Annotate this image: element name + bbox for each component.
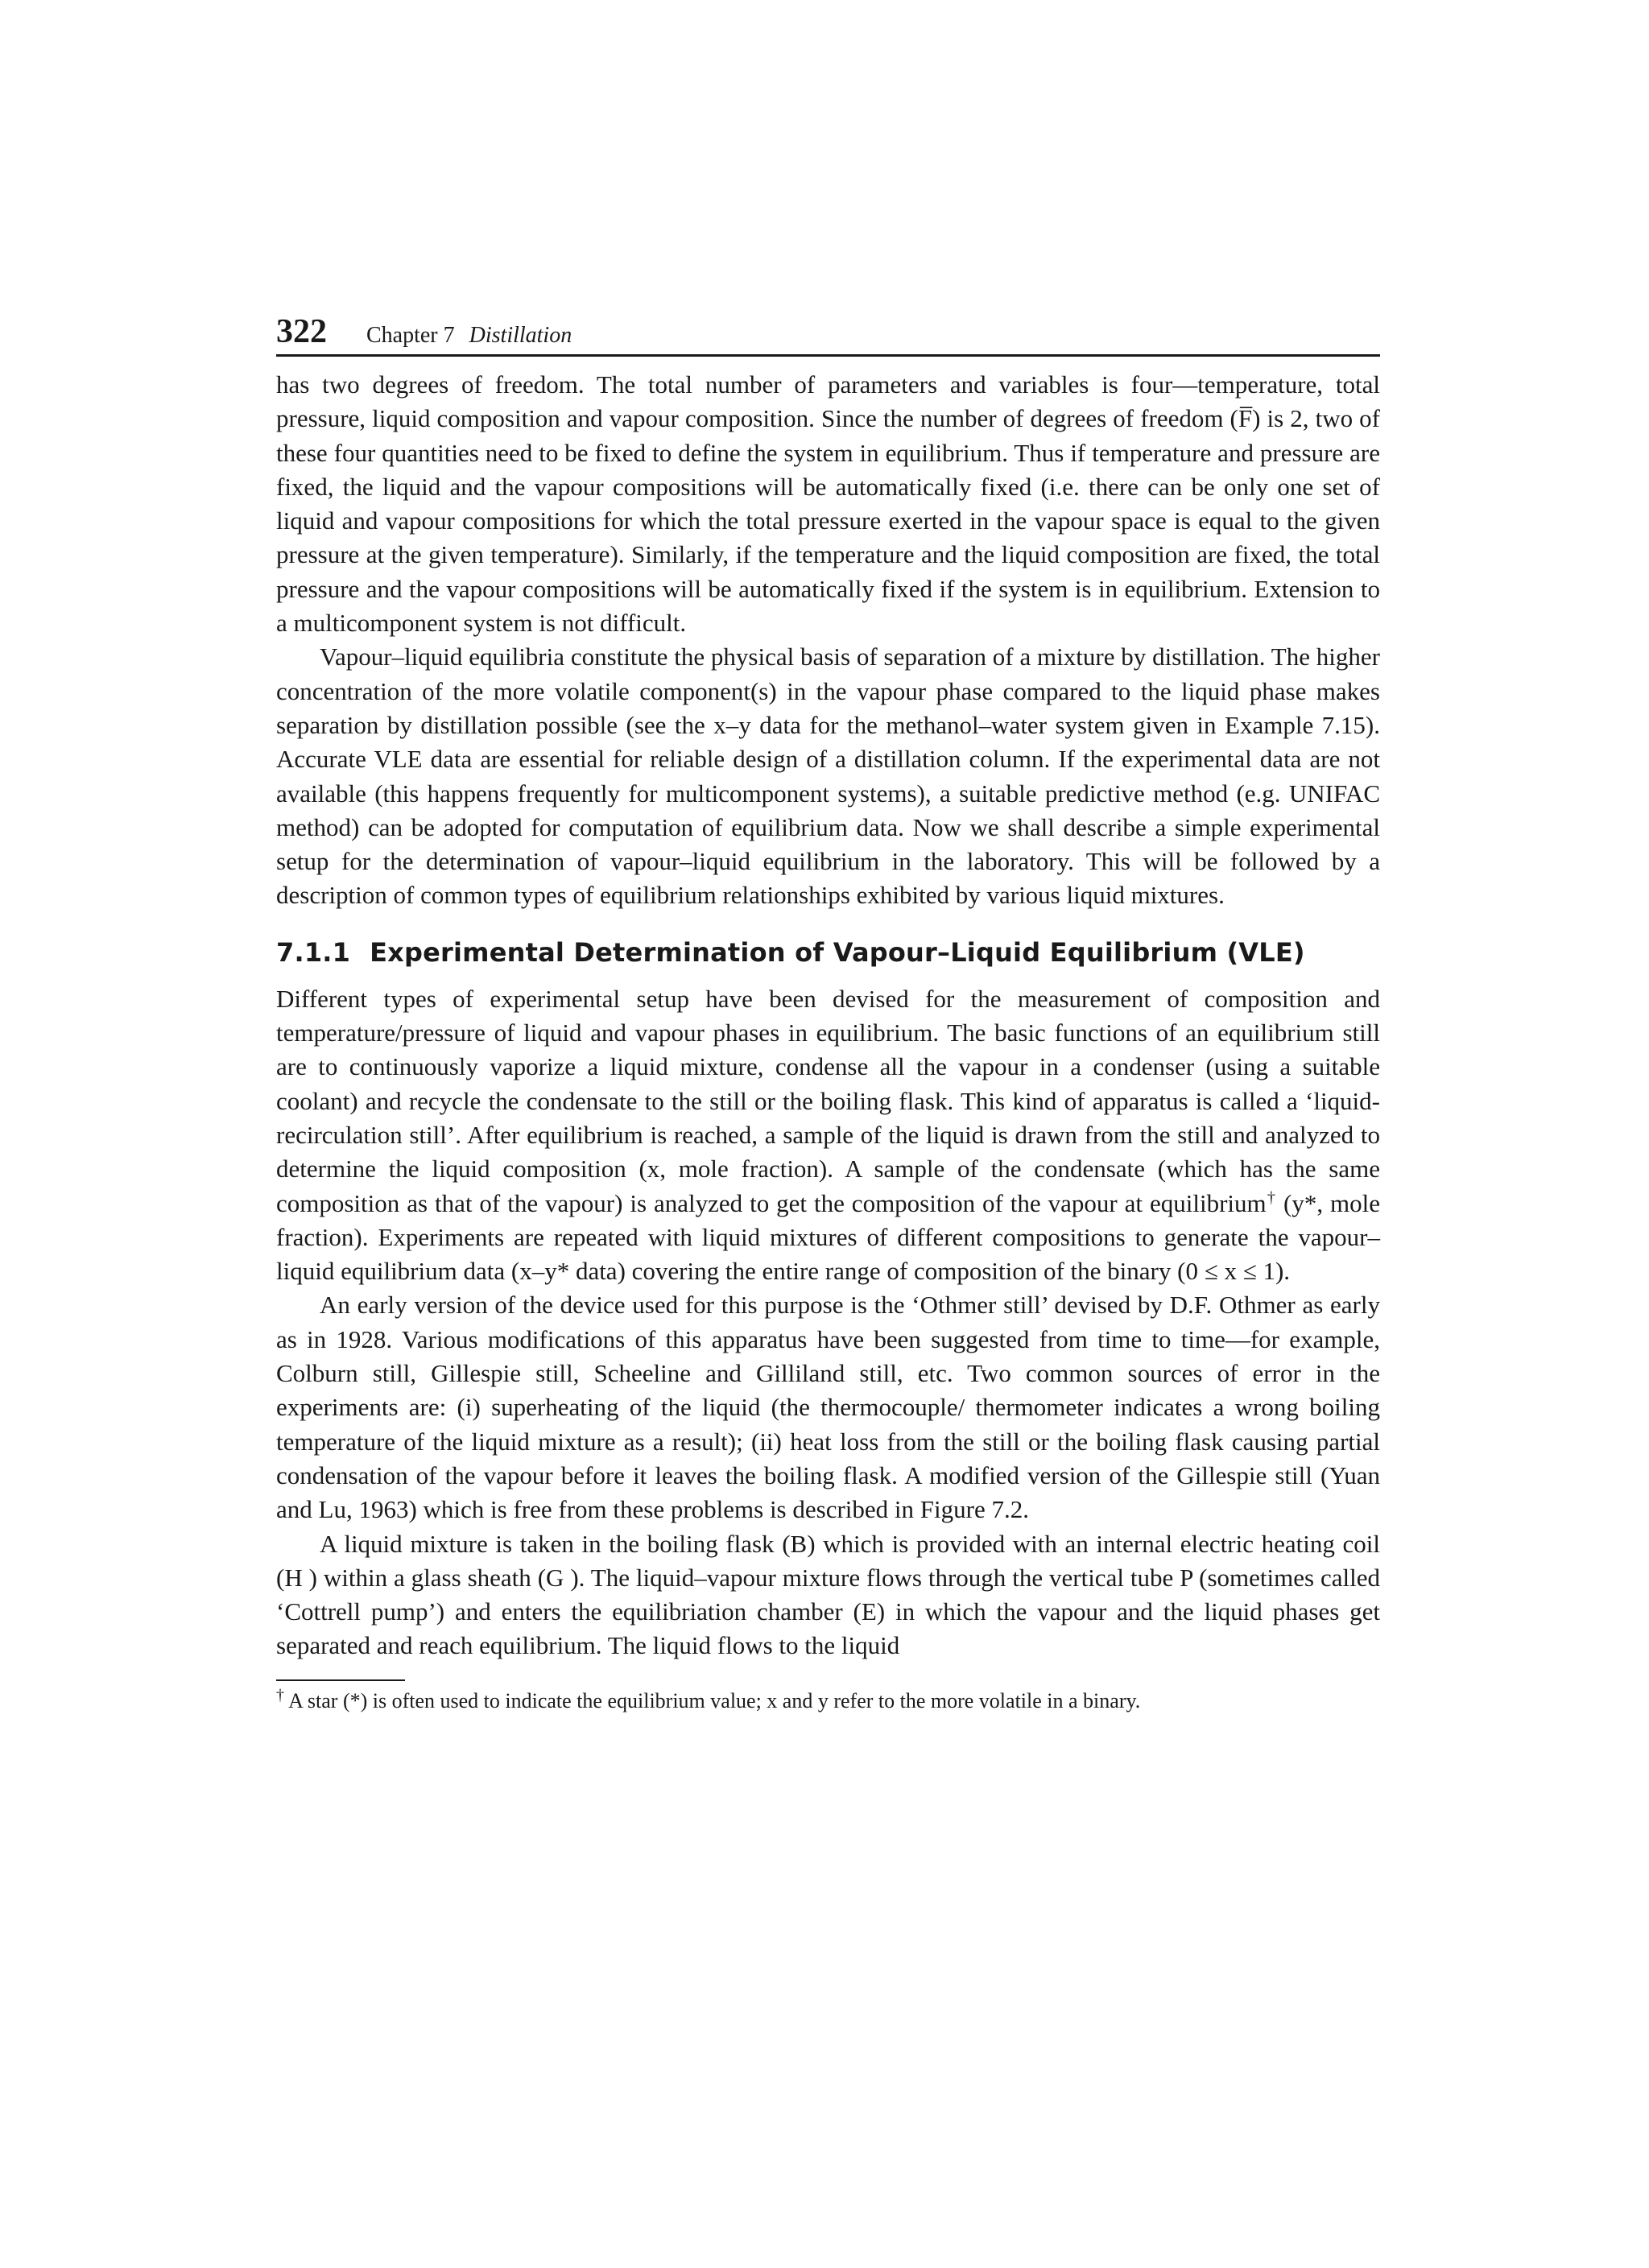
footnote-reference: † [1266, 1188, 1277, 1207]
paragraph-boiling-flask: A liquid mixture is taken in the boiling flask (B) which is provided with an internal electric heating coil (H ) within a glass sheath (G ). The liquid–vapour mixture flows through the vertical tube P (sometimes called ‘Cottrell pump’) and enters the equilibriation chamber (E) in which the vapour and the liquid phases get separated and reach equilibrium. The liquid flows to the liquid [276, 1529, 1380, 1660]
page-number: 322 [276, 313, 327, 350]
footnote-rule [276, 1679, 405, 1681]
paragraph-othmer-still: An early version of the device used for this purpose is the ‘Othmer still’ devised by D.F. Othmer as early as in 1928. Various modifications of this apparatus have been suggested from time to time—for example, Colburn still, Gillespie still, Scheeline and Gilliland still, etc. Two common sources of error in the experiments are: (i) superheating of the liquid (the thermocouple/ thermometer indicates a wrong boiling temperature of the liquid mixture as a result); (ii) heat loss from the still or the boiling flask causing partial condensation of the vapour before it leaves the boiling flask. A modified version of the Gillespie still (Yuan and Lu, 1963) which is free from these problems is described in Figure 7.2. [276, 1291, 1380, 1524]
running-header [276, 312, 1380, 354]
paragraph-degrees-of-freedom: has two degrees of freedom. The total number of parameters and variables is four—temperature, total pressure, liquid composition and vapour composition. Since the number of degrees of freedom (F̅) is 2, two of these four quantities need to be fixed to define the system in equilibrium. Thus if temperature and pressure are fixed, the liquid and the vapour compositions will be automatically fixed (i.e. there can be only one set of liquid and vapour compositions for which the total pressure exerted in the vapour space is equal to the given pressure at the given temperature). Similarly, if the temperature and the liquid composition are fixed, the total pressure and the vapour compositions will be automatically fixed if the system is in equilibrium. Extension to a multicomponent system is not difficult. [276, 370, 1380, 638]
footnote-mark: † [276, 1686, 284, 1704]
header-rule [276, 354, 1380, 357]
paragraph-experimental-setup [276, 982, 1380, 1289]
paragraph-text: Different types of experimental setup have been devised for the measurement of composition and temperature/pressure of liquid and vapour phases in equilibrium. The basic functions of an equilibrium still are to continuously vaporize a liquid mixture, condense all the vapour in a condenser (using a suitable coolant) and recycle the condensate to the still or the boiling flask. This kind of apparatus is called a ‘liquid-recirculation still’. After equilibrium is reached, a sample of the liquid is drawn from the still and analyzed to determine the liquid composition (x, mole fraction). A sample of the condensate (which has the same composition as that of the vapour) is analyzed to get the composition of the vapour at equilibrium [276, 984, 1380, 1217]
footnote [276, 1688, 1380, 1715]
chapter-title: Distillation [469, 323, 572, 348]
section-title: Experimental Determination of Vapour–Liquid Equilibrium (VLE) [370, 936, 1305, 968]
paragraph-vle-basis: Vapour–liquid equilibria constitute the physical basis of separation of a mixture by distillation. The higher concentration of the more volatile component(s) in the vapour phase compared to the liquid phase makes separation by distillation possible (see the x–y data for the methanol–water system given in Example 7.15). Accurate VLE data are essential for reliable design of a distillation column. If the experimental data are not available (this happens frequently for multicomponent systems), a suitable predictive method (e.g. UNIFAC method) can be adopted for computation of equilibrium data. Now we shall describe a simple experimental setup for the determination of vapour–liquid equilibrium in the laboratory. This will be followed by a description of common types of equilibrium relationships exhibited by various liquid mixtures. [276, 642, 1380, 910]
section-number: 7.1.1 [276, 936, 351, 968]
section-heading [276, 937, 1380, 968]
paragraph-text: (y*, mole fraction). Experiments are repeated with liquid mixtures of different compositions to generate the vapour–liquid equilibrium data (x–y* data) covering the entire range of composition of the binary (0 ≤ x ≤ 1). [276, 1188, 1381, 1286]
book-page [276, 312, 1380, 1715]
chapter-label: Chapter 7 [366, 323, 455, 348]
footnote-text: A star (*) is often used to indicate the equilibrium value; x and y refer to the more volatile in a binary. [284, 1688, 1141, 1712]
